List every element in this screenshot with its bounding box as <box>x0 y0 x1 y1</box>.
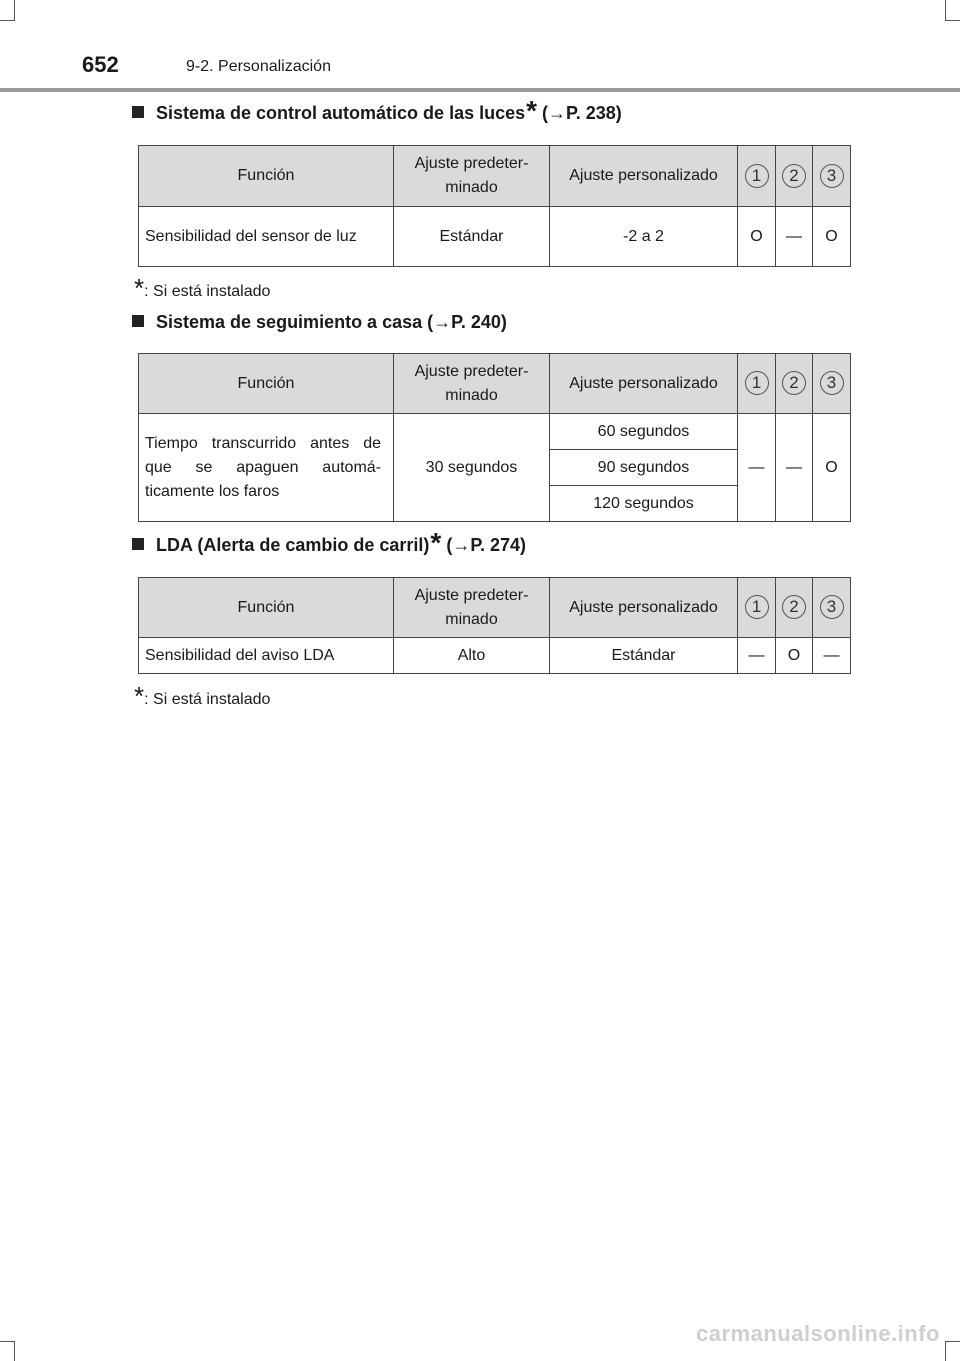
footnote-marker: * <box>430 527 442 558</box>
cell-3: O <box>813 414 851 522</box>
footnote: *: Si está instalado <box>134 681 271 711</box>
heading-title: LDA (Alerta de cambio de carril) <box>156 535 430 555</box>
square-bullet-icon <box>132 538 144 550</box>
col-header-1: 1 <box>738 578 776 638</box>
cell-1: — <box>738 414 776 522</box>
col-header-predeterminado: Ajuste predeter-minado <box>394 578 550 638</box>
col-header-2: 2 <box>776 354 813 414</box>
table-luces <box>138 145 851 267</box>
cell-option: 120 segundos <box>550 486 738 522</box>
square-bullet-icon <box>132 106 144 118</box>
cell-funcion: Tiempo transcurrido antes de que se apaguen automá-ticamente los faros <box>139 414 394 522</box>
cell-funcion: Sensibilidad del sensor de luz <box>139 207 394 267</box>
cell-predeterminado: Alto <box>394 638 550 674</box>
heading-title: Sistema de control automático de las luces <box>156 103 526 123</box>
table-row <box>139 414 851 450</box>
cell-funcion: Sensibilidad del aviso LDA <box>139 638 394 674</box>
col-header-2: 2 <box>776 146 813 207</box>
crop-mark <box>0 1341 15 1342</box>
cell-option: 60 segundos <box>550 414 738 450</box>
cell-2: O <box>776 638 813 674</box>
crop-mark <box>945 0 946 20</box>
col-header-personalizado: Ajuste personalizado <box>550 146 738 207</box>
cell-3: O <box>813 207 851 267</box>
crop-mark <box>0 20 15 21</box>
square-bullet-icon <box>132 315 144 327</box>
col-header-1: 1 <box>738 354 776 414</box>
col-header-predeterminado: Ajuste predeter-minado <box>394 146 550 207</box>
cell-1: — <box>738 638 776 674</box>
col-header-2: 2 <box>776 578 813 638</box>
crop-mark <box>14 0 15 20</box>
cell-personalizado: Estándar <box>550 638 738 674</box>
crop-mark <box>945 20 960 21</box>
section-heading-luces <box>132 95 622 126</box>
col-header-funcion: Función <box>139 354 394 414</box>
crop-mark <box>14 1341 15 1361</box>
footnote: *: Si está instalado <box>134 273 271 303</box>
cell-1: O <box>738 207 776 267</box>
table-lda <box>138 577 851 674</box>
col-header-funcion: Función <box>139 578 394 638</box>
col-header-personalizado: Ajuste personalizado <box>550 354 738 414</box>
page-reference: (→P. 240) <box>427 312 507 332</box>
heading-title: Sistema de seguimiento a casa <box>156 312 423 332</box>
header-divider <box>0 88 960 92</box>
col-header-1: 1 <box>738 146 776 207</box>
cell-predeterminado: 30 segundos <box>394 414 550 522</box>
page-reference: (→P. 238) <box>542 103 622 123</box>
crop-mark <box>945 1341 946 1361</box>
footnote-marker: * <box>526 95 538 126</box>
table-row <box>139 207 851 267</box>
page-number: 652 <box>82 52 119 77</box>
table-row <box>139 638 851 674</box>
section-path: 9-2. Personalización <box>186 58 331 75</box>
crop-mark <box>945 1341 960 1342</box>
section-heading-lda <box>132 527 527 558</box>
cell-personalizado: -2 a 2 <box>550 207 738 267</box>
col-header-3: 3 <box>813 146 851 207</box>
cell-option: 90 segundos <box>550 450 738 486</box>
col-header-3: 3 <box>813 354 851 414</box>
page-reference: (→P. 274) <box>446 535 527 555</box>
col-header-3: 3 <box>813 578 851 638</box>
col-header-predeterminado: Ajuste predeter-minado <box>394 354 550 414</box>
cell-2: — <box>776 414 813 522</box>
cell-predeterminado: Estándar <box>394 207 550 267</box>
col-header-funcion: Función <box>139 146 394 207</box>
watermark: carmanualsonline.info <box>696 1321 940 1346</box>
cell-2: — <box>776 207 813 267</box>
cell-3: — <box>813 638 851 674</box>
section-heading-seguimiento <box>132 312 507 333</box>
table-seguimiento <box>138 353 851 522</box>
col-header-personalizado: Ajuste personalizado <box>550 578 738 638</box>
